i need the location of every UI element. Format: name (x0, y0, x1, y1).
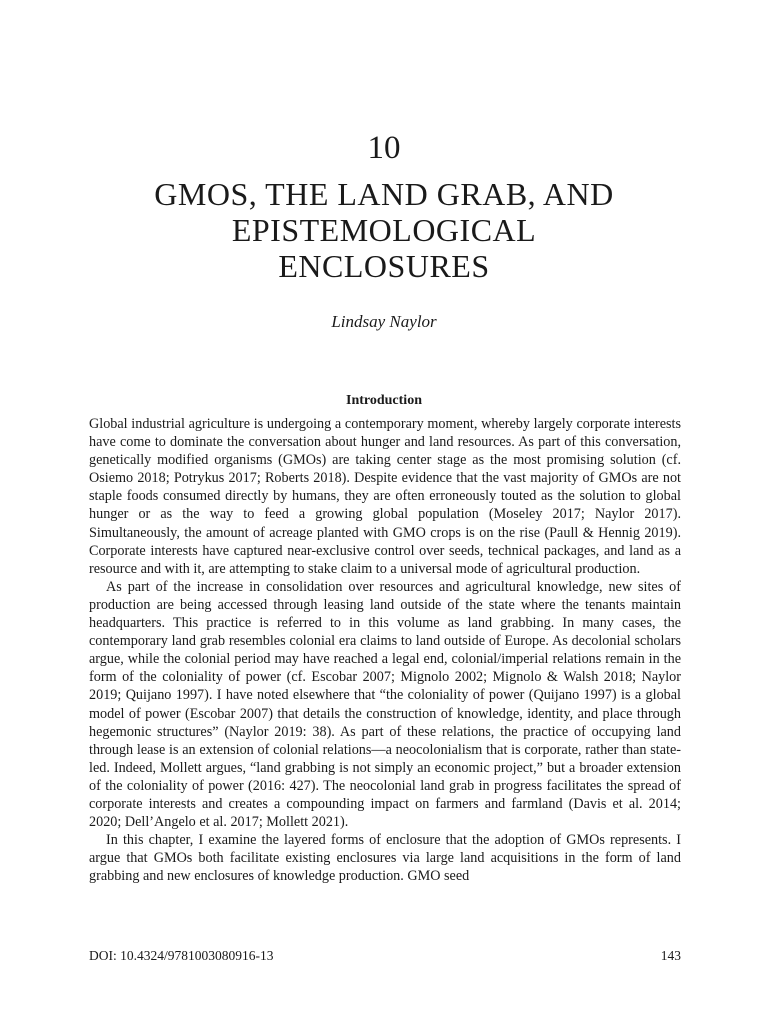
chapter-number: 10 (367, 130, 401, 166)
doi-text: DOI: 10.4324/9781003080916-13 (89, 948, 274, 963)
paragraph: In this chapter, I examine the layered forms of enclosure that the adoption of GMOs represents. I argue that GMOs both facilitate existing enclosures via large land acquisitions in the form of land grabbing and new enclosures of knowledge production. GMO seed (89, 832, 681, 885)
chapter-title-line: ENCLOSURES (278, 248, 490, 284)
body-text (89, 415, 681, 885)
paragraph: As part of the increase in consolidation over resources and agricultural knowledge, new sites of production are being accessed through leasing land outside of the state where the tenants maintain headquarters. This practice is referred to in this volume as land grabbing. In many cases, the contemporary land grab resembles colonial era claims to land outside of Europe. As decolonial scholars argue, while the colonial period may have reached a legal end, colonial/imperial relations remain in the form of the coloniality of power (cf. Escobar 2007; Mignolo 2002; Mignolo & Walsh 2018; Naylor 2019; Quijano 1997). I have noted elsewhere that “the coloniality of power (Quijano 1997) is a global model of power (Escobar 2007) that details the construction of knowledge, identity, and place through hegemonic structures” (Naylor 2019: 38). As part of these relations, the practice of occupying land through lease is an extension of colonial relations—a neocolonialism that is corporate, rather than state-led. Indeed, Mollett argues, “land grabbing is not simply an economic project,” but a broader extension of the coloniality of power (2016: 427). The neocolonial land grab in progress facilitates the spread of corporate interests and creates a compounding impact on farmers and farmland (Davis et al. 2014; 2020; Dell’Angelo et al. 2017; Mollett 2021). (89, 578, 681, 831)
chapter-title-line: EPISTEMOLOGICAL (231, 212, 537, 248)
paragraph: Global industrial agriculture is undergoing a contemporary moment, whereby largely corporate interests have come to dominate the conversation about hunger and land resources. As part of this conversation, genetically modified organisms (GMOs) are taking center stage as the most promising solution (cf. Osiemo 2018; Potrykus 2017; Roberts 2018). Despite evidence that the vast majority of GMOs are not staple foods consumed directly by humans, they are often erroneously touted as the solution to global hunger or as the way to feed a growing global population (Moseley 2017; Naylor 2017). Simultaneously, the amount of acreage planted with GMO crops is on the rise (Paull & Hennig 2019). Corporate interests have captured near-exclusive control over seeds, technical packages, and land as a resource and with it, are attempting to stake claim to a universal mode of agricultural production. (89, 416, 681, 577)
author-name: Lindsay Naylor (331, 312, 437, 331)
chapter-title-line: GMOS, THE LAND GRAB, AND (154, 176, 614, 212)
chapter-title (60, 176, 708, 284)
section-heading: Introduction (346, 393, 422, 408)
page-number: 143 (660, 948, 681, 963)
